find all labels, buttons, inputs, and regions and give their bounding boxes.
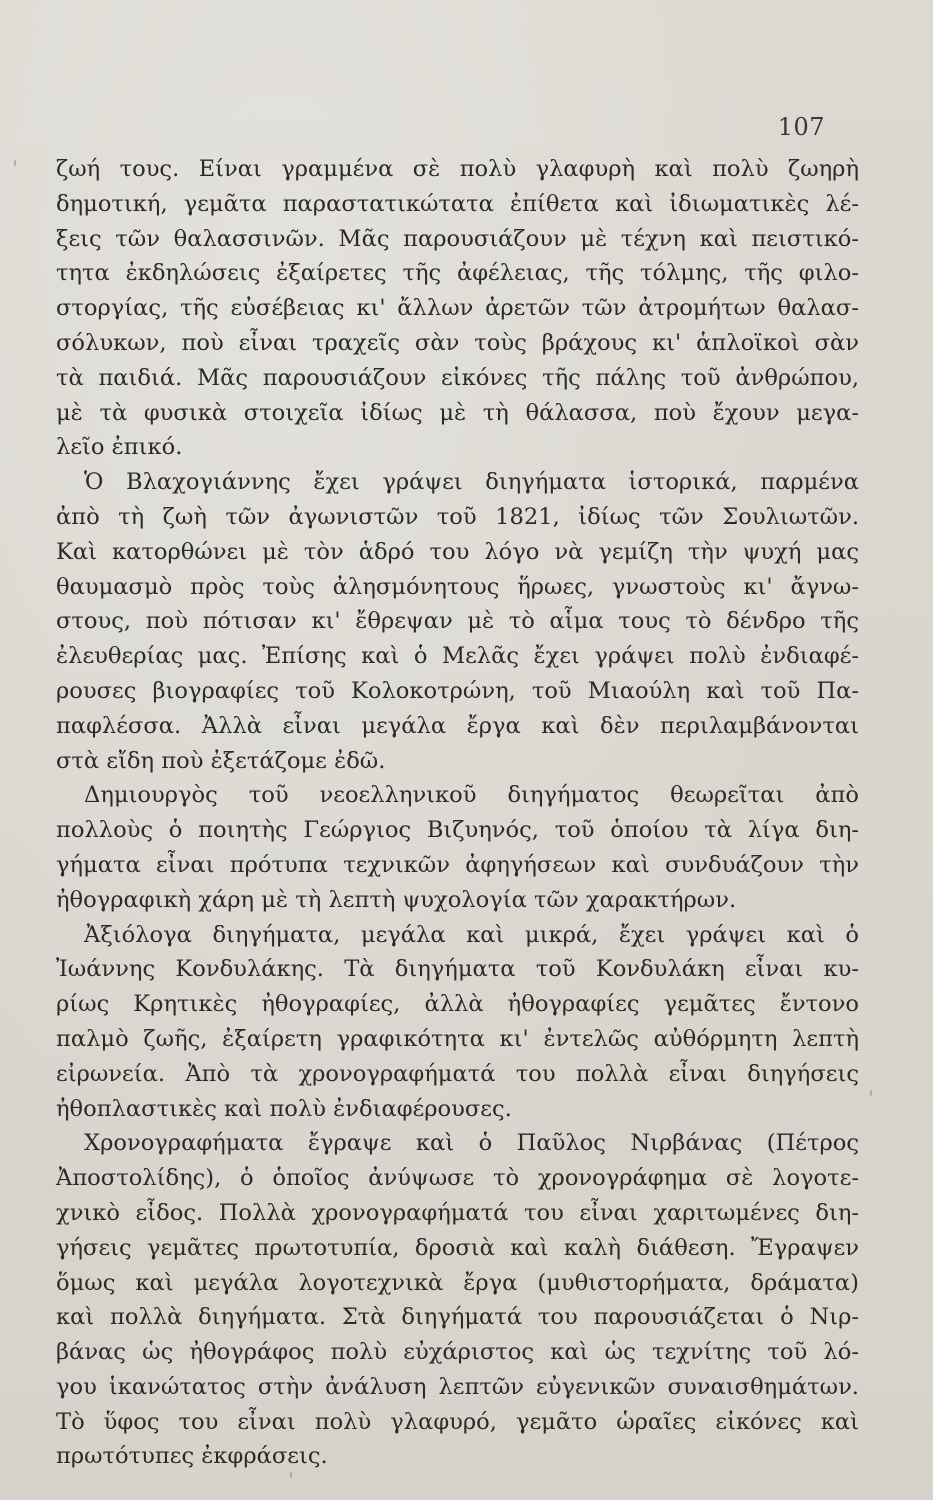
text-line: παλμὸ ζωῆς, ἐξαίρετη γραφικότητα κι' ἐντελῶς αὐθόρμητη λεπτὴ	[56, 1025, 859, 1052]
text-line: γήσεις γεμᾶτες πρωτοτυπία, δροσιὰ καὶ καλὴ διάθεση. Ἔγραψεν	[56, 1234, 859, 1261]
text-line: σόλυκων, ποὺ εἶναι τραχεῖς σὰν τοὺς βράχους κι' ἁπλοϊκοὶ σὰν	[56, 329, 859, 356]
text-line: ζωή τους. Είναι γραμμένα σὲ πολὺ γλαφυρὴ καὶ πολὺ ζωηρὴ	[56, 156, 859, 182]
text-line: δημοτική, γεμᾶτα παραστατικώτατα ἐπίθετα καὶ ἰδιωματικὲς λέ-	[56, 190, 859, 217]
text-line: πρωτότυπες ἐκφράσεις.	[56, 1443, 328, 1470]
text-line: θαυμασμὸ πρὸς τοὺς ἀλησμόνητους ἥρωες, γνωστοὺς κι' ἄγνω-	[56, 573, 859, 600]
text-line: Χρονογραφήματα ἔγραψε καὶ ὁ Παῦλος Νιρβάνας (Πέτρος	[84, 1130, 859, 1157]
paragraph-4	[56, 918, 859, 1127]
paper-speck	[870, 1090, 872, 1096]
text-line: Ἀξιόλογα διηγήματα, μεγάλα καὶ μικρά, ἔχει γράψει καὶ ὁ	[84, 921, 859, 948]
text-line: εἰρωνεία. Ἀπὸ τὰ χρονογραφήματά του πολλὰ εἶναι διηγήσεις	[56, 1060, 859, 1087]
paper-speck	[290, 1472, 292, 1478]
text-line: ρίως Κρητικὲς ἠθογραφίες, ἀλλὰ ἠθογραφίες γεμᾶτες ἔντονο	[56, 991, 859, 1018]
text-line: Ὁ Βλαχογιάννης ἔχει γράψει διηγήματα ἱστορικά, παρμένα	[84, 469, 859, 496]
text-line: Ἀποστολίδης), ὁ ὁποῖος ἀνύψωσε τὸ χρονογράφημα σὲ λογοτε-	[56, 1165, 859, 1192]
text-line: μὲ τὰ φυσικὰ στοιχεῖα ἰδίως μὲ τὴ θάλασσα, ποὺ ἔχουν μεγα-	[56, 399, 859, 426]
text-line: χνικὸ εἶδος. Πολλὰ χρονογραφήματά του εἶναι χαριτωμένες διη-	[56, 1199, 859, 1226]
page-number: 107	[777, 113, 825, 141]
text-line: παφλέσσα. Ἀλλὰ εἶναι μεγάλα ἔργα καὶ δὲν περιλαμβάνονται	[56, 712, 859, 739]
text-line: Τὸ ὕφος του εἶναι πολὺ γλαφυρό, γεμᾶτο ὡραῖες εἰκόνες καὶ	[56, 1408, 859, 1435]
body-text	[56, 152, 859, 1474]
paragraph-3	[56, 778, 859, 917]
paragraph-2	[56, 465, 859, 778]
text-line: στοργίας, τῆς εὐσέβειας κι' ἄλλων ἀρετῶν τῶν ἀτρομήτων θαλασ-	[56, 295, 859, 322]
text-line: Ἰωάννης Κονδυλάκης. Τὰ διηγήματα τοῦ Κονδυλάκη εἶναι κυ-	[56, 956, 859, 983]
text-line: τὰ παιδιά. Μᾶς παρουσιάζουν εἰκόνες τῆς πάλης τοῦ ἀνθρώπου,	[56, 364, 859, 391]
text-line: στὰ εἴδη ποὺ ἐξετάζομε ἐδῶ.	[56, 747, 386, 774]
paper-speck	[14, 160, 16, 166]
text-line: τητα ἐκδηλώσεις ἐξαίρετες τῆς ἀφέλειας, τῆς τόλμης, τῆς φιλο-	[56, 260, 859, 287]
paragraph-5	[56, 1126, 859, 1474]
text-line: βάνας ὡς ἠθογράφος πολὺ εὐχάριστος καὶ ὡς τεχνίτης τοῦ λό-	[56, 1339, 859, 1366]
text-line: ρουσες βιογραφίες τοῦ Κολοκοτρώνη, τοῦ Μιαούλη καὶ τοῦ Πα-	[56, 677, 859, 704]
text-line: ἐλευθερίας μας. Ἐπίσης καὶ ὁ Μελᾶς ἔχει γράψει πολὺ ἐνδιαφέ-	[56, 643, 859, 670]
text-line: γήματα εἶναι πρότυπα τεχνικῶν ἀφηγήσεων καὶ συνδυάζουν τὴν	[56, 851, 859, 878]
text-line: ξεις τῶν θαλασσινῶν. Μᾶς παρουσιάζουν μὲ τέχνη καὶ πειστικό-	[56, 225, 859, 252]
text-line: ἀπὸ τὴ ζωὴ τῶν ἀγωνιστῶν τοῦ 1821, ἰδίως τῶν Σουλιωτῶν.	[56, 503, 859, 530]
text-line: ὅμως καὶ μεγάλα λογοτεχνικὰ ἔργα (μυθιστορήματα, δράματα)	[56, 1269, 859, 1296]
text-line: Δημιουργὸς τοῦ νεοελληνικοῦ διηγήματος θεωρεῖται ἀπὸ	[84, 782, 859, 809]
text-line: πολλοὺς ὁ ποιητὴς Γεώργιος Βιζυηνός, τοῦ ὁποίου τὰ λίγα διη-	[56, 817, 859, 844]
paragraph-1	[56, 152, 859, 465]
text-line: καὶ πολλὰ διηγήματα. Στὰ διηγήματά του παρουσιάζεται ὁ Νιρ-	[56, 1304, 859, 1331]
text-line: στους, ποὺ πότισαν κι' ἔθρεψαν μὲ τὸ αἷμα τους τὸ δένδρο τῆς	[56, 608, 859, 635]
text-line: ἠθοπλαστικὲς καὶ πολὺ ἐνδιαφέρουσες.	[56, 1095, 512, 1122]
text-line: γου ἱκανώτατος στὴν ἀνάλυση λεπτῶν εὐγενικῶν συναισθημάτων.	[56, 1373, 859, 1400]
text-line: λεῖο ἐπικό.	[56, 434, 183, 461]
text-line: Καὶ κατορθώνει μὲ τὸν ἁδρό του λόγο νὰ γεμίζη τὴν ψυχή μας	[56, 538, 859, 565]
text-line: ἠθογραφικὴ χάρη μὲ τὴ λεπτὴ ψυχολογία τῶν χαρακτήρων.	[56, 886, 737, 913]
